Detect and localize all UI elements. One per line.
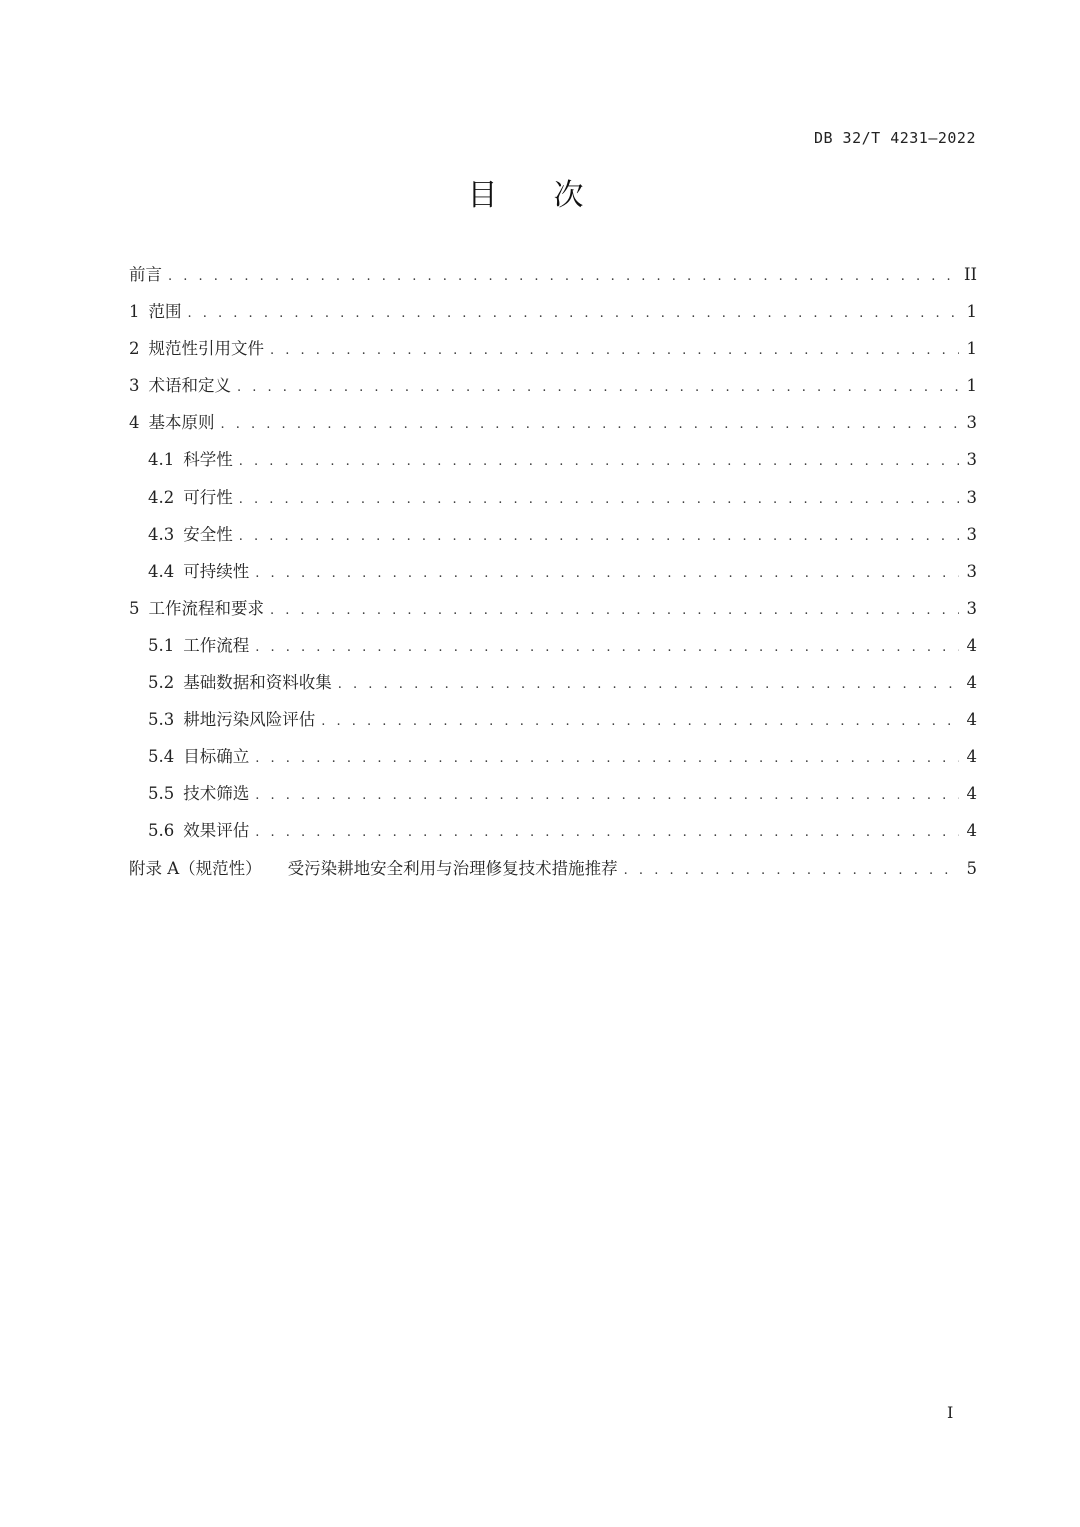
toc-item-label: 耕地污染风险评估 [183, 710, 316, 730]
toc-item-label: 科学性 [183, 450, 233, 470]
toc-item-page: 4 [966, 747, 977, 767]
toc-item-2[interactable] [129, 330, 977, 367]
toc-item-page: 5 [966, 858, 977, 878]
toc-item-number: 5.2 [148, 673, 175, 693]
toc-item-label: 范围 [148, 302, 182, 322]
toc-item-number: 5.6 [148, 821, 175, 841]
toc-leader-dots [338, 666, 959, 701]
toc-item-4-2[interactable] [129, 479, 977, 516]
toc-item-label: 工作流程 [183, 635, 250, 655]
toc-leader-dots [255, 629, 959, 664]
toc-item-page: 1 [966, 376, 977, 396]
toc-item-page: 3 [966, 450, 977, 470]
toc-item-label: 规范性引用文件 [148, 339, 264, 359]
toc-item-4-3[interactable] [129, 516, 977, 553]
toc-item-page: 3 [966, 524, 977, 544]
toc-item-label: 安全性 [183, 524, 233, 544]
toc-item-number: 2 [129, 339, 140, 359]
toc-leader-dots [624, 852, 959, 887]
toc-leader-dots [188, 295, 960, 330]
toc-item-page: 3 [966, 487, 977, 507]
toc-item-number: 4 [129, 413, 140, 433]
toc-item-number: 5.1 [148, 635, 175, 655]
toc-leader-dots [255, 740, 959, 775]
toc-leader-dots [321, 703, 959, 738]
toc-item-3[interactable] [129, 367, 977, 404]
toc-item-label: 技术筛选 [183, 784, 250, 804]
toc-item-page: 4 [966, 635, 977, 655]
toc-item-1[interactable] [129, 293, 977, 330]
toc-appendix-prefix: 附录 A（规范性） [129, 858, 262, 878]
toc-item-page: 1 [966, 302, 977, 322]
toc-item-label: 前言 [129, 265, 162, 284]
page-number: I [947, 1403, 954, 1422]
toc-leader-dots [255, 555, 959, 590]
toc-leader-dots [255, 814, 959, 849]
toc-item-number: 4.1 [148, 450, 175, 470]
toc-item-page: 4 [966, 784, 977, 804]
toc-item-foreword[interactable] [129, 256, 977, 293]
toc-item-page: 3 [966, 561, 977, 581]
toc-leader-dots [255, 777, 959, 812]
toc-leader-dots [168, 258, 958, 293]
toc-item-5-4[interactable] [129, 738, 977, 775]
toc-item-label: 术语和定义 [148, 376, 231, 396]
toc-item-number: 5.5 [148, 784, 175, 804]
toc-item-page: 4 [966, 710, 977, 730]
toc-item-page: 3 [966, 598, 977, 618]
toc-item-5-6[interactable] [129, 812, 977, 849]
toc-item-number: 1 [129, 302, 140, 322]
toc-leader-dots [237, 369, 959, 404]
toc-item-label: 基础数据和资料收集 [183, 673, 332, 693]
toc-leader-dots [239, 518, 959, 553]
toc-item-5[interactable] [129, 590, 977, 627]
toc-item-number: 4.4 [148, 561, 175, 581]
document-code: DB 32/T 4231—2022 [813, 129, 976, 147]
toc-item-number: 4.3 [148, 524, 175, 544]
toc-item-label: 效果评估 [183, 821, 250, 841]
toc-item-page: II [963, 265, 977, 284]
page-title: 目次 [467, 178, 640, 213]
toc-item-5-1[interactable] [129, 627, 977, 664]
toc-item-page: 4 [966, 821, 977, 841]
toc-item-label: 工作流程和要求 [148, 598, 264, 618]
toc-item-appendix-a[interactable] [129, 850, 977, 887]
toc-item-number: 5.4 [148, 747, 175, 767]
toc-leader-dots [239, 443, 959, 478]
toc-item-page: 1 [966, 339, 977, 359]
toc-item-number: 3 [129, 376, 140, 396]
toc-item-5-3[interactable] [129, 701, 977, 738]
toc-item-number: 5.3 [148, 710, 175, 730]
toc-leader-dots [221, 406, 960, 441]
toc-item-4-4[interactable] [129, 553, 977, 590]
table-of-contents [129, 256, 977, 887]
toc-item-number: 4.2 [148, 487, 175, 507]
toc-item-page: 3 [966, 413, 977, 433]
toc-item-4-1[interactable] [129, 441, 977, 478]
toc-leader-dots [270, 332, 959, 367]
toc-item-number: 5 [129, 598, 140, 618]
toc-item-label: 目标确立 [183, 747, 250, 767]
toc-item-5-5[interactable] [129, 775, 977, 812]
toc-leader-dots [270, 592, 959, 627]
toc-item-5-2[interactable] [129, 664, 977, 701]
toc-item-4[interactable] [129, 404, 977, 441]
toc-item-label: 基本原则 [148, 413, 215, 433]
toc-item-label: 可行性 [183, 487, 233, 507]
toc-item-page: 4 [966, 673, 977, 693]
toc-item-label: 可持续性 [183, 561, 250, 581]
toc-leader-dots [239, 481, 959, 516]
toc-item-label: 受污染耕地安全利用与治理修复技术措施推荐 [287, 858, 618, 878]
